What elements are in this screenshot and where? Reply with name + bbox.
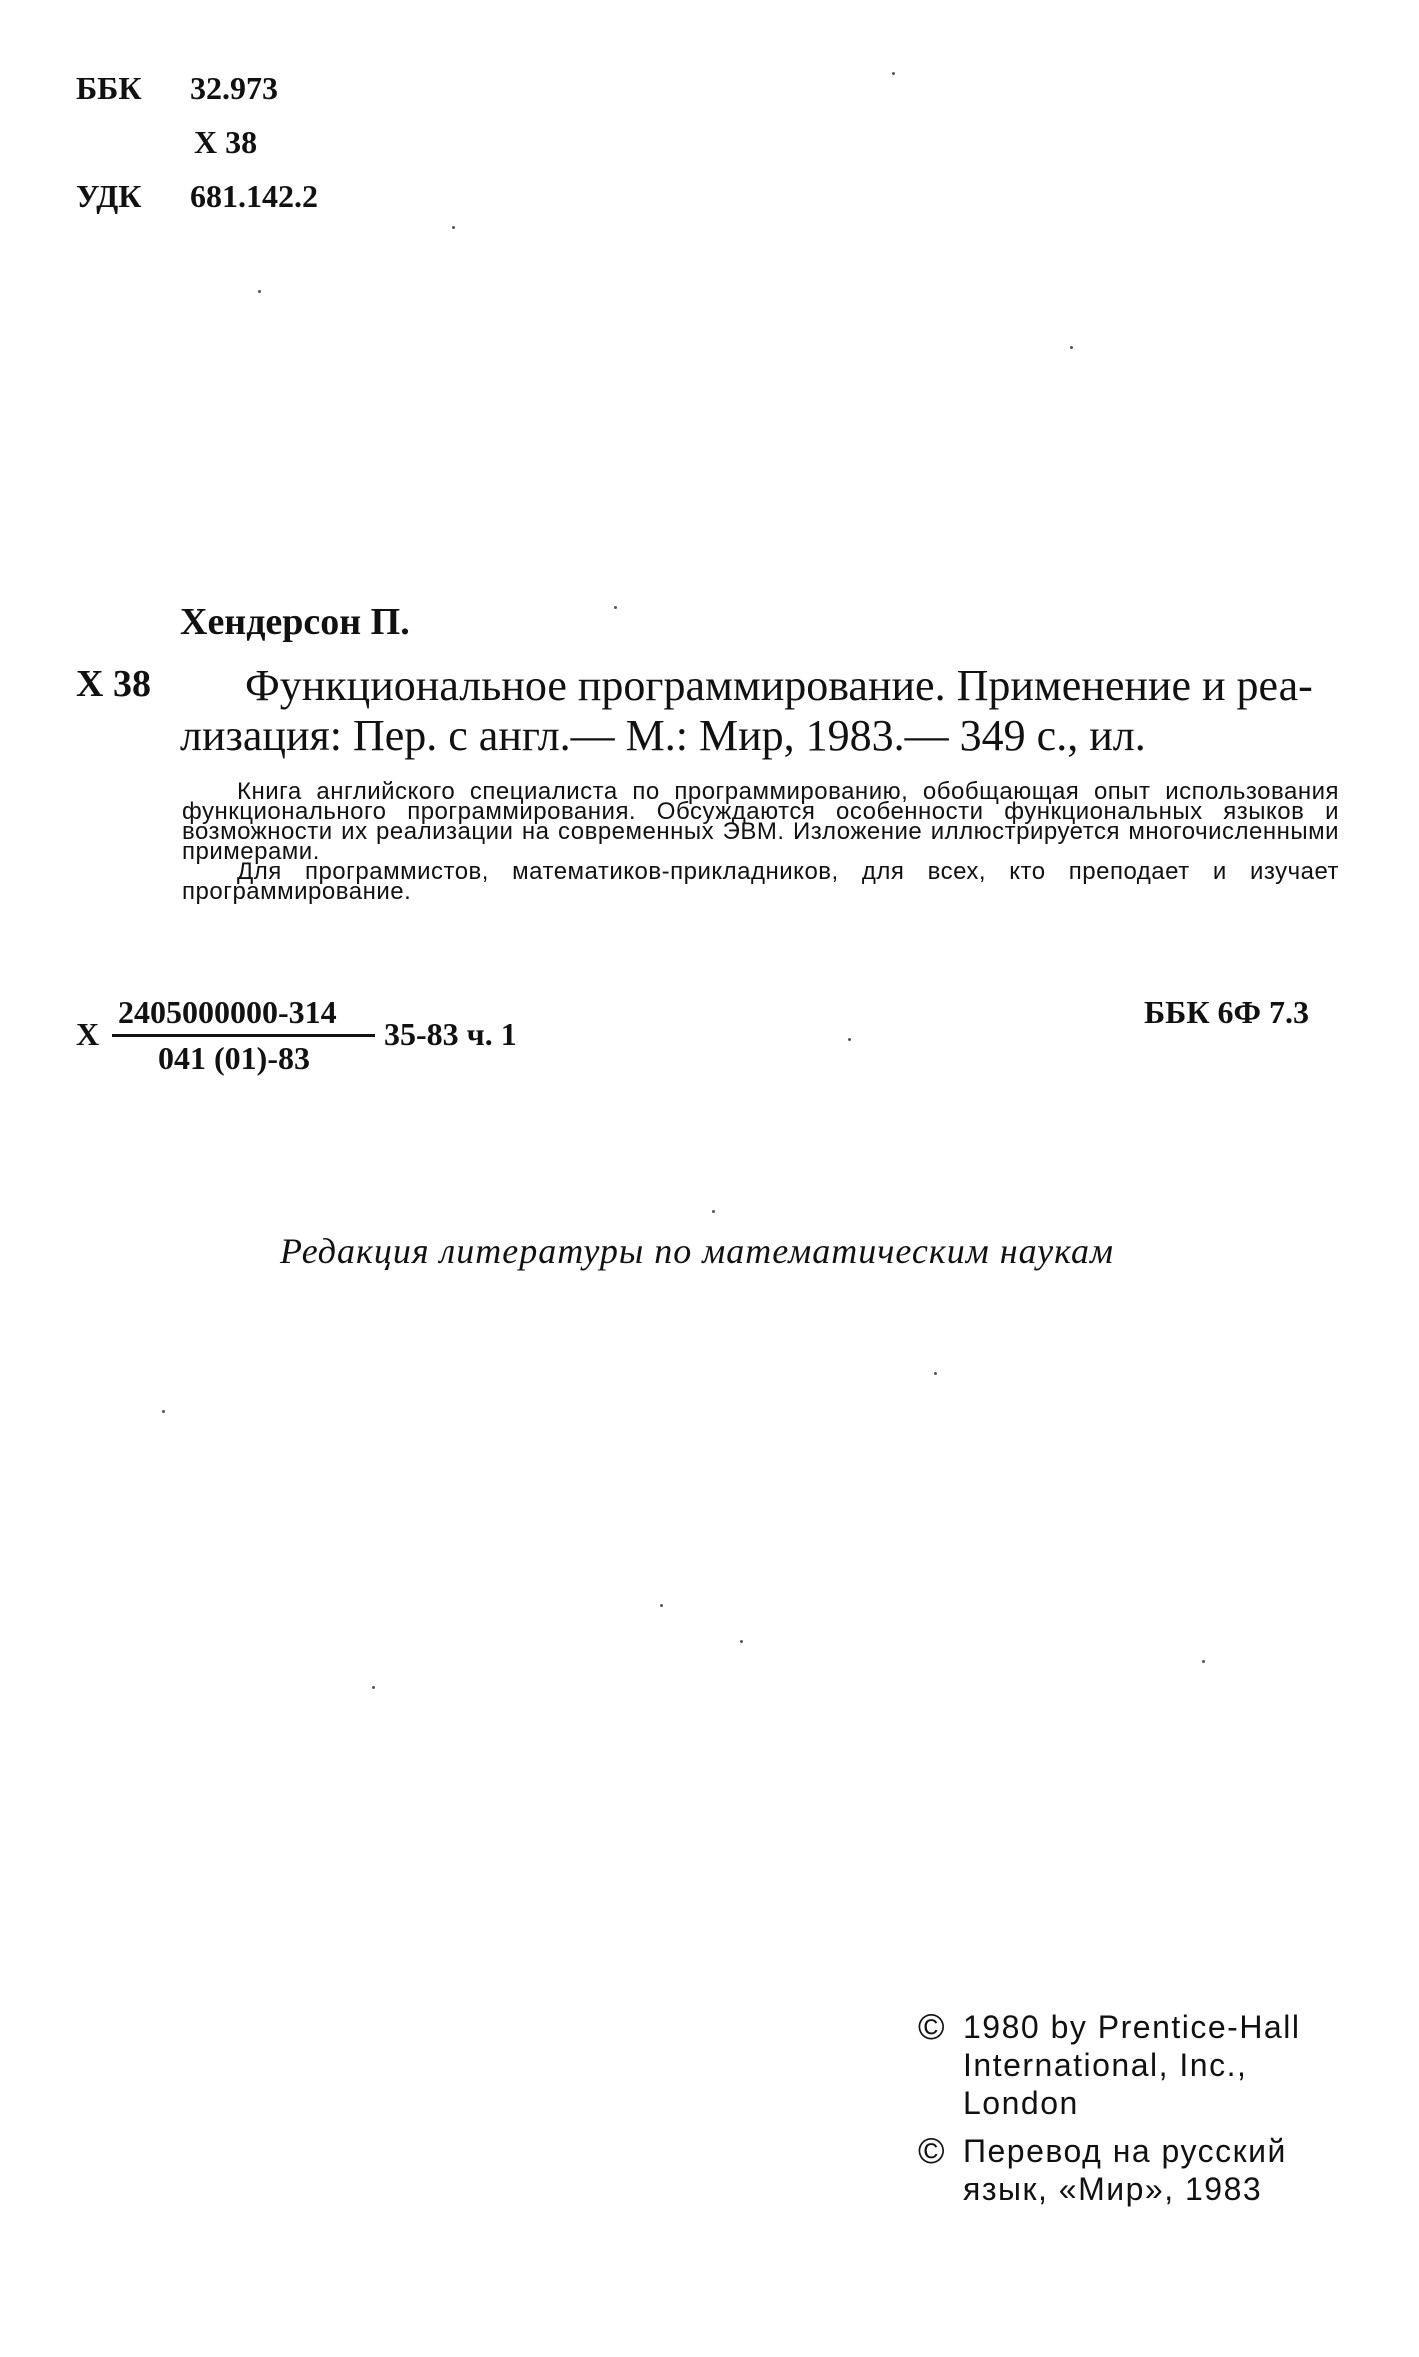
scan-speck (162, 1410, 165, 1413)
scan-speck (740, 1640, 743, 1643)
copyright-icon: © (918, 2006, 945, 2047)
scan-speck (1202, 1660, 1205, 1663)
title-line-2: лизация: Пер. с англ.— М.: Мир, 1983.— 349 с., ил. (180, 711, 1146, 760)
abstract-paragraph-2: Для программистов, математиков-прикладников, для всех, кто преподает и изучает программирование. (182, 858, 1339, 905)
abstract (182, 778, 1339, 905)
scan-speck (892, 72, 895, 75)
udk-label: УДК (76, 178, 142, 214)
author-mark: Х 38 (194, 124, 258, 160)
author-name: Хендерсон П. (180, 601, 410, 643)
copyright-original (918, 2008, 1300, 2122)
index-prefix: Х (76, 1016, 100, 1052)
abstract-paragraph-1: Книга английского специалиста по программированию, обобщающая опыт использования функционального программирования. Обсуждаются особенности функциональных языков и возможности их реализации на современных ЭВМ. Изложение иллюстрируется многочисленными примерами. (182, 778, 1339, 865)
bbk-label: ББК (76, 70, 142, 106)
index-suffix: 35-83 ч. 1 (384, 1016, 517, 1052)
copyright-translation-line-1: Перевод на русский (963, 2133, 1287, 2169)
scan-speck (372, 1686, 375, 1689)
scan-speck (258, 290, 261, 293)
copyright-block (918, 2008, 1300, 2218)
bbk-right: ББК 6Ф 7.3 (1144, 994, 1309, 1030)
copyright-icon: © (918, 2130, 945, 2171)
copyright-original-line-1: 1980 by Prentice-Hall (963, 2009, 1301, 2045)
scan-speck (614, 606, 617, 609)
scan-speck (848, 1038, 851, 1041)
udk-value: 681.142.2 (190, 178, 318, 214)
title-line-1: Функциональное программирование. Применение и реа- (245, 661, 1313, 710)
editorial-office: Редакция литературы по математическим наукам (280, 1231, 1114, 1271)
scan-speck (712, 1210, 715, 1213)
copyright-translation-line-2: язык, «Мир», 1983 (963, 2171, 1263, 2207)
scan-speck (1070, 346, 1073, 349)
bbk-value: 32.973 (190, 70, 278, 106)
index-fraction-line (112, 1034, 375, 1037)
scan-speck (660, 1604, 663, 1607)
scan-speck (452, 226, 455, 229)
copyright-original-line-2: International, Inc., (963, 2047, 1248, 2083)
scan-speck (934, 1372, 937, 1375)
copyright-original-line-3: London (963, 2085, 1079, 2121)
copyright-translation (918, 2132, 1300, 2208)
record-code: Х 38 (76, 663, 151, 705)
index-denominator: 041 (01)-83 (158, 1040, 310, 1076)
index-numerator: 2405000000-314 (118, 994, 337, 1030)
